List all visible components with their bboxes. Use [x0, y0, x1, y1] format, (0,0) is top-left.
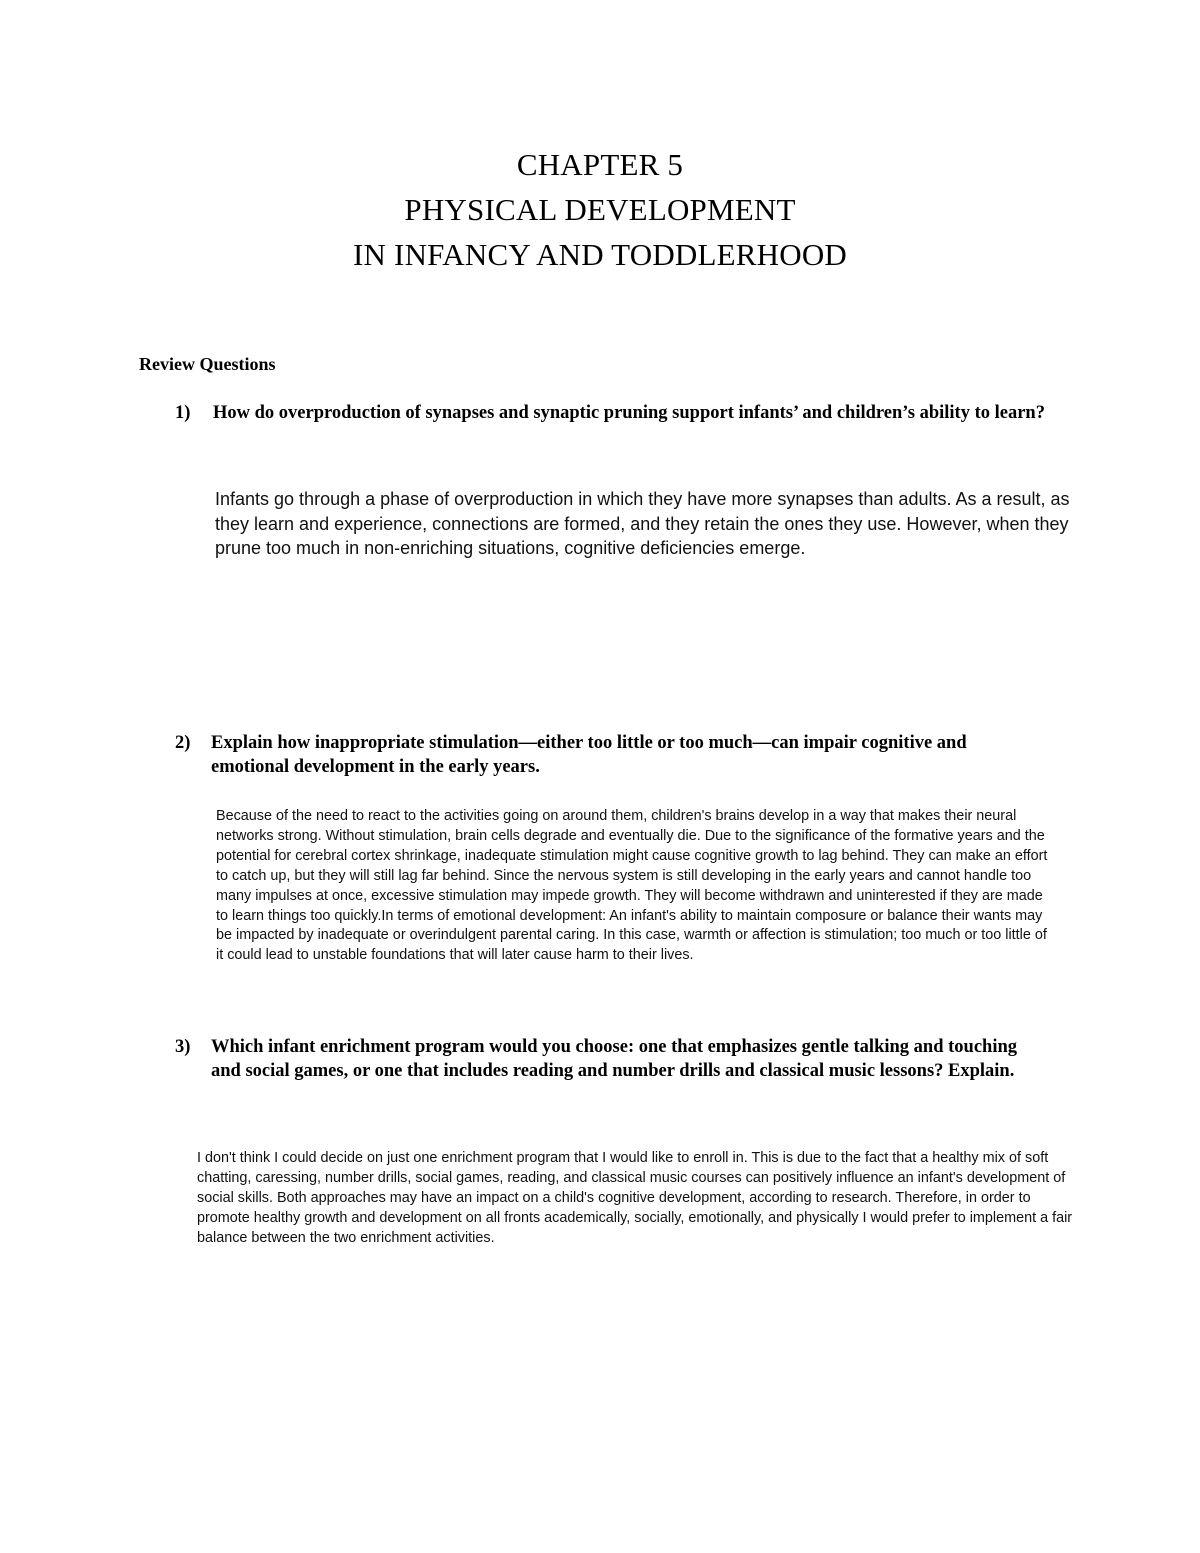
question-number: 3) [175, 1037, 191, 1057]
question-text: Explain how inappropriate stimulation—either too little or too much—can impair cognitive and emotional development in the early years. [211, 733, 967, 777]
chapter-title-line-2: IN INFANCY AND TODDLERHOOD [352, 237, 848, 272]
question-text: How do overproduction of synapses and synaptic pruning support infants’ and children’s ability to learn? [213, 403, 1045, 423]
review-questions-heading: Review Questions [139, 354, 276, 374]
question-3 [175, 1035, 1075, 1083]
question-number: 2) [175, 733, 191, 753]
question-2 [175, 731, 1075, 779]
question-1 [175, 401, 1075, 425]
question-number: 1) [175, 403, 191, 423]
chapter-title [0, 142, 1200, 277]
chapter-title-line-1: PHYSICAL DEVELOPMENT [404, 192, 796, 227]
answer-3: I don't think I could decide on just one enrichment program that I would like to enroll in. This is due to the fact that a healthy mix of soft chatting, caressing, number drills, social games, reading, and classical music courses can positively influence an infant's development of social skills. Both approaches may have an impact on a child's cognitive development, according to research. Therefore, in order to promote healthy growth and development on all fronts academically, socially, emotionally, and physically I would prefer to implement a fair balance between the two enrichment activities. [197, 1150, 1073, 1246]
question-text: Which infant enrichment program would you choose: one that emphasizes gentle talking and touching and social games, or one that includes reading and number drills and classical music lessons? Explain. [211, 1037, 1017, 1081]
chapter-number: CHAPTER 5 [516, 147, 684, 182]
answer-2: Because of the need to react to the activities going on around them, children's brains develop in a way that makes their neural networks strong. Without stimulation, brain cells degrade and eventually die. Due to the significance of the formative years and the potential for cerebral cortex shrinkage, inadequate stimulation might cause cognitive growth to lag behind. They can make an effort to catch up, but they will still lag far behind. Since the nervous system is still developing in the early years and cannot handle too many impulses at once, excessive stimulation may impede growth. They will become withdrawn and uninterested if they are made to learn things too quickly.In terms of emotional development: An infant's ability to maintain composure or balance their wants may be impacted by inadequate or overindulgent parental caring. In this case, warmth or affection is stimulation; too much or too little of it could lead to unstable foundations that will later cause harm to their lives. [216, 808, 1048, 964]
answer-1: Infants go through a phase of overproduction in which they have more synapses than adults. As a result, as they learn and experience, connections are formed, and they retain the ones they use. However, when they prune too much in non-enriching situations, cognitive deficiencies emerge. [215, 489, 1070, 558]
